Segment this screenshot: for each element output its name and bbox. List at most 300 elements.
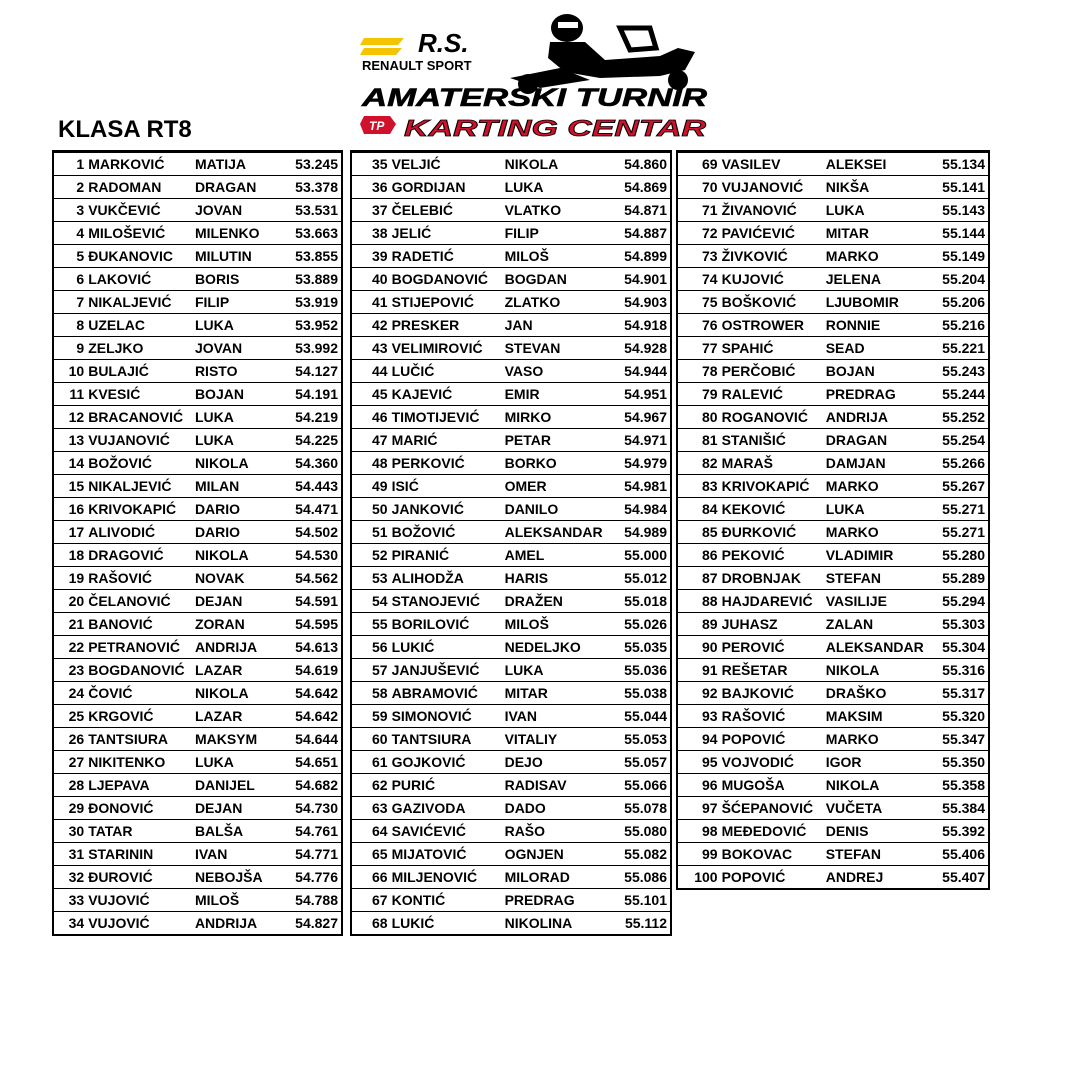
result-row xyxy=(678,636,988,659)
result-position: 75 xyxy=(678,291,722,314)
result-first-name: NEDELJKO xyxy=(505,636,608,659)
result-row xyxy=(352,820,670,843)
result-surname: VUJANOVIĆ xyxy=(722,176,826,199)
result-position: 19 xyxy=(54,567,88,590)
result-lap-time: 53.245 xyxy=(284,153,341,176)
result-surname: MILOŠEVIĆ xyxy=(88,222,195,245)
result-surname: KONTIĆ xyxy=(392,889,505,912)
result-position: 70 xyxy=(678,176,722,199)
result-surname: ALIHODŽA xyxy=(392,567,505,590)
result-row xyxy=(678,406,988,429)
result-first-name: DRAGAN xyxy=(195,176,284,199)
result-first-name: BOGDAN xyxy=(505,268,608,291)
result-surname: BULAJIĆ xyxy=(88,360,195,383)
result-surname: PAVIĆEVIĆ xyxy=(722,222,826,245)
result-position: 93 xyxy=(678,705,722,728)
result-lap-time: 53.855 xyxy=(284,245,341,268)
result-first-name: MILOŠ xyxy=(505,613,608,636)
result-first-name: LUKA xyxy=(195,314,284,337)
result-row xyxy=(678,544,988,567)
result-lap-time: 55.243 xyxy=(931,360,988,383)
result-surname: PERKOVIĆ xyxy=(392,452,505,475)
result-row xyxy=(352,222,670,245)
renault-sport-diamond-icon xyxy=(360,38,404,55)
result-surname: RALEVIĆ xyxy=(722,383,826,406)
result-position: 39 xyxy=(352,245,392,268)
result-surname: ROGANOVIĆ xyxy=(722,406,826,429)
result-surname: ŽIVKOVIĆ xyxy=(722,245,826,268)
result-position: 58 xyxy=(352,682,392,705)
result-lap-time: 55.101 xyxy=(608,889,670,912)
result-row xyxy=(678,682,988,705)
result-surname: MARIĆ xyxy=(392,429,505,452)
result-lap-time: 55.086 xyxy=(608,866,670,889)
result-row xyxy=(678,222,988,245)
result-position: 91 xyxy=(678,659,722,682)
result-lap-time: 54.788 xyxy=(284,889,341,912)
tournament-title: AMATERSKI TURNIR xyxy=(360,84,707,112)
result-lap-time: 55.221 xyxy=(931,337,988,360)
result-position: 54 xyxy=(352,590,392,613)
result-surname: PEKOVIĆ xyxy=(722,544,826,567)
result-lap-time: 55.044 xyxy=(608,705,670,728)
result-surname: ISIĆ xyxy=(392,475,505,498)
result-position: 95 xyxy=(678,751,722,774)
result-first-name: VASILIJE xyxy=(826,590,931,613)
result-lap-time: 54.127 xyxy=(284,360,341,383)
result-surname: VELJIĆ xyxy=(392,153,505,176)
result-surname: KRIVOKAPIĆ xyxy=(722,475,826,498)
result-position: 12 xyxy=(54,406,88,429)
result-position: 92 xyxy=(678,682,722,705)
result-lap-time: 54.642 xyxy=(284,705,341,728)
result-first-name: DRAŽEN xyxy=(505,590,608,613)
result-lap-time: 55.271 xyxy=(931,521,988,544)
result-lap-time: 55.149 xyxy=(931,245,988,268)
result-position: 38 xyxy=(352,222,392,245)
result-row xyxy=(352,199,670,222)
result-first-name: STEFAN xyxy=(826,843,931,866)
result-row xyxy=(54,429,341,452)
result-first-name: PETAR xyxy=(505,429,608,452)
result-surname: UZELAC xyxy=(88,314,195,337)
result-lap-time: 55.384 xyxy=(931,797,988,820)
tournament-logo xyxy=(360,8,710,142)
result-position: 48 xyxy=(352,452,392,475)
result-first-name: IVAN xyxy=(505,705,608,728)
result-surname: MILJENOVIĆ xyxy=(392,866,505,889)
result-position: 81 xyxy=(678,429,722,452)
result-position: 44 xyxy=(352,360,392,383)
result-lap-time: 54.651 xyxy=(284,751,341,774)
result-position: 78 xyxy=(678,360,722,383)
result-lap-time: 55.216 xyxy=(931,314,988,337)
result-position: 36 xyxy=(352,176,392,199)
result-row xyxy=(54,567,341,590)
result-position: 9 xyxy=(54,337,88,360)
result-position: 57 xyxy=(352,659,392,682)
result-position: 1 xyxy=(54,153,88,176)
result-lap-time: 54.360 xyxy=(284,452,341,475)
result-row xyxy=(54,912,341,935)
result-surname: ŽIVANOVIĆ xyxy=(722,199,826,222)
result-position: 28 xyxy=(54,774,88,797)
result-position: 13 xyxy=(54,429,88,452)
result-first-name: MARKO xyxy=(826,521,931,544)
result-first-name: LUKA xyxy=(826,498,931,521)
result-first-name: ZLATKO xyxy=(505,291,608,314)
result-first-name: STEVAN xyxy=(505,337,608,360)
result-row xyxy=(352,682,670,705)
result-surname: MUGOŠA xyxy=(722,774,826,797)
result-lap-time: 53.889 xyxy=(284,268,341,291)
result-surname: PEROVIĆ xyxy=(722,636,826,659)
result-position: 61 xyxy=(352,751,392,774)
result-surname: GOJKOVIĆ xyxy=(392,751,505,774)
result-first-name: LUKA xyxy=(505,659,608,682)
result-row xyxy=(352,613,670,636)
result-surname: NIKALJEVIĆ xyxy=(88,475,195,498)
result-row xyxy=(678,797,988,820)
result-first-name: NIKOLINA xyxy=(505,912,608,935)
result-surname: MARAŠ xyxy=(722,452,826,475)
result-row xyxy=(678,314,988,337)
result-surname: BOGDANOVIĆ xyxy=(88,659,195,682)
result-lap-time: 53.531 xyxy=(284,199,341,222)
result-lap-time: 55.254 xyxy=(931,429,988,452)
venue-title: KARTING CENTAR xyxy=(404,115,707,141)
result-row xyxy=(54,636,341,659)
result-surname: ĐONOVIĆ xyxy=(88,797,195,820)
result-surname: ŠĆEPANOVIĆ xyxy=(722,797,826,820)
result-first-name: NEBOJŠA xyxy=(195,866,284,889)
result-row xyxy=(352,268,670,291)
result-lap-time: 54.562 xyxy=(284,567,341,590)
result-row xyxy=(352,498,670,521)
result-row xyxy=(678,705,988,728)
result-first-name: LAZAR xyxy=(195,705,284,728)
result-row xyxy=(678,176,988,199)
result-position: 73 xyxy=(678,245,722,268)
result-surname: VUJANOVIĆ xyxy=(88,429,195,452)
result-position: 26 xyxy=(54,728,88,751)
karting-centar-badge-icon xyxy=(360,116,396,134)
result-surname: BORILOVIĆ xyxy=(392,613,505,636)
result-position: 60 xyxy=(352,728,392,751)
result-position: 15 xyxy=(54,475,88,498)
result-first-name: MAKSIM xyxy=(826,705,931,728)
result-first-name: DRAGAN xyxy=(826,429,931,452)
result-lap-time: 55.304 xyxy=(931,636,988,659)
result-row xyxy=(678,383,988,406)
result-surname: RAŠOVIĆ xyxy=(88,567,195,590)
result-lap-time: 54.869 xyxy=(608,176,670,199)
result-surname: KUJOVIĆ xyxy=(722,268,826,291)
result-row xyxy=(54,521,341,544)
result-surname: PURIĆ xyxy=(392,774,505,797)
result-row xyxy=(678,475,988,498)
result-row xyxy=(352,383,670,406)
result-surname: VUJOVIĆ xyxy=(88,912,195,935)
result-position: 77 xyxy=(678,337,722,360)
result-row xyxy=(352,245,670,268)
result-surname: BAJKOVIĆ xyxy=(722,682,826,705)
result-row xyxy=(54,797,341,820)
result-surname: ĐURKOVIĆ xyxy=(722,521,826,544)
result-first-name: EMIR xyxy=(505,383,608,406)
result-first-name: LUKA xyxy=(826,199,931,222)
result-surname: GAZIVODA xyxy=(392,797,505,820)
result-lap-time: 54.871 xyxy=(608,199,670,222)
result-lap-time: 55.141 xyxy=(931,176,988,199)
result-first-name: NIKOLA xyxy=(195,452,284,475)
result-position: 4 xyxy=(54,222,88,245)
result-position: 100 xyxy=(678,866,722,889)
result-position: 83 xyxy=(678,475,722,498)
result-lap-time: 55.035 xyxy=(608,636,670,659)
result-lap-time: 55.303 xyxy=(931,613,988,636)
result-first-name: HARIS xyxy=(505,567,608,590)
result-surname: POPOVIĆ xyxy=(722,728,826,751)
result-surname: JELIĆ xyxy=(392,222,505,245)
result-first-name: DARIO xyxy=(195,521,284,544)
result-row xyxy=(54,820,341,843)
result-surname: BOŽOVIĆ xyxy=(88,452,195,475)
result-lap-time: 54.771 xyxy=(284,843,341,866)
result-first-name: ANDRIJA xyxy=(195,912,284,935)
result-row xyxy=(678,567,988,590)
result-lap-time: 55.358 xyxy=(931,774,988,797)
result-surname: PIRANIĆ xyxy=(392,544,505,567)
result-lap-time: 54.191 xyxy=(284,383,341,406)
result-row xyxy=(54,452,341,475)
result-position: 65 xyxy=(352,843,392,866)
result-surname: TATAR xyxy=(88,820,195,843)
result-first-name: LUKA xyxy=(195,751,284,774)
result-position: 18 xyxy=(54,544,88,567)
result-surname: SPAHIĆ xyxy=(722,337,826,360)
result-first-name: MILENKO xyxy=(195,222,284,245)
result-position: 51 xyxy=(352,521,392,544)
result-lap-time: 55.320 xyxy=(931,705,988,728)
result-position: 50 xyxy=(352,498,392,521)
result-lap-time: 54.967 xyxy=(608,406,670,429)
result-position: 29 xyxy=(54,797,88,820)
result-lap-time: 54.225 xyxy=(284,429,341,452)
result-position: 84 xyxy=(678,498,722,521)
result-row xyxy=(352,475,670,498)
kart-driver-icon xyxy=(510,14,695,94)
result-position: 86 xyxy=(678,544,722,567)
result-lap-time: 55.082 xyxy=(608,843,670,866)
result-lap-time: 54.887 xyxy=(608,222,670,245)
result-surname: PETRANOVIĆ xyxy=(88,636,195,659)
result-row xyxy=(54,590,341,613)
result-surname: ČELANOVIĆ xyxy=(88,590,195,613)
result-first-name: MATIJA xyxy=(195,153,284,176)
result-row xyxy=(352,452,670,475)
result-first-name: NIKŠA xyxy=(826,176,931,199)
result-first-name: DEJAN xyxy=(195,590,284,613)
result-row xyxy=(678,659,988,682)
result-position: 97 xyxy=(678,797,722,820)
result-row xyxy=(352,314,670,337)
result-row xyxy=(678,843,988,866)
result-row xyxy=(352,797,670,820)
result-surname: NIKITENKO xyxy=(88,751,195,774)
result-position: 94 xyxy=(678,728,722,751)
result-first-name: OMER xyxy=(505,475,608,498)
result-lap-time: 55.407 xyxy=(931,866,988,889)
result-row xyxy=(54,406,341,429)
result-first-name: BOJAN xyxy=(826,360,931,383)
result-row xyxy=(54,544,341,567)
result-first-name: RISTO xyxy=(195,360,284,383)
result-row xyxy=(54,728,341,751)
result-lap-time: 54.979 xyxy=(608,452,670,475)
result-surname: LJEPAVA xyxy=(88,774,195,797)
result-lap-time: 54.981 xyxy=(608,475,670,498)
result-row xyxy=(54,268,341,291)
result-lap-time: 55.012 xyxy=(608,567,670,590)
result-first-name: DADO xyxy=(505,797,608,820)
result-surname: KRGOVIĆ xyxy=(88,705,195,728)
result-row xyxy=(678,590,988,613)
result-position: 6 xyxy=(54,268,88,291)
result-surname: PERČOBIĆ xyxy=(722,360,826,383)
result-first-name: VASO xyxy=(505,360,608,383)
result-surname: KAJEVIĆ xyxy=(392,383,505,406)
result-position: 79 xyxy=(678,383,722,406)
result-position: 87 xyxy=(678,567,722,590)
result-surname: ĐUKANOVIC xyxy=(88,245,195,268)
result-first-name: ZALAN xyxy=(826,613,931,636)
result-position: 10 xyxy=(54,360,88,383)
result-row xyxy=(352,406,670,429)
result-first-name: VITALIY xyxy=(505,728,608,751)
result-row xyxy=(54,682,341,705)
result-lap-time: 55.294 xyxy=(931,590,988,613)
result-lap-time: 55.036 xyxy=(608,659,670,682)
result-lap-time: 55.392 xyxy=(931,820,988,843)
result-first-name: MIRKO xyxy=(505,406,608,429)
result-first-name: SEAD xyxy=(826,337,931,360)
result-first-name: BOJAN xyxy=(195,383,284,406)
result-first-name: PREDRAG xyxy=(826,383,931,406)
result-lap-time: 54.951 xyxy=(608,383,670,406)
result-lap-time: 55.289 xyxy=(931,567,988,590)
result-position: 11 xyxy=(54,383,88,406)
result-surname: RADETIĆ xyxy=(392,245,505,268)
result-surname: BOŠKOVIĆ xyxy=(722,291,826,314)
result-first-name: ALEKSANDAR xyxy=(505,521,608,544)
result-row xyxy=(352,567,670,590)
result-lap-time: 54.944 xyxy=(608,360,670,383)
result-position: 59 xyxy=(352,705,392,728)
result-first-name: DRAŠKO xyxy=(826,682,931,705)
result-lap-time: 55.078 xyxy=(608,797,670,820)
results-column-2 xyxy=(350,150,672,936)
result-row xyxy=(352,176,670,199)
result-position: 64 xyxy=(352,820,392,843)
result-first-name: MITAR xyxy=(505,682,608,705)
result-lap-time: 55.266 xyxy=(931,452,988,475)
result-surname: MEĐEDOVIĆ xyxy=(722,820,826,843)
result-lap-time: 55.144 xyxy=(931,222,988,245)
result-surname: VUKČEVIĆ xyxy=(88,199,195,222)
result-row xyxy=(54,866,341,889)
result-lap-time: 54.443 xyxy=(284,475,341,498)
result-surname: HAJDAREVIĆ xyxy=(722,590,826,613)
result-position: 25 xyxy=(54,705,88,728)
result-first-name: MILUTIN xyxy=(195,245,284,268)
result-first-name: LUKA xyxy=(505,176,608,199)
result-row xyxy=(678,291,988,314)
result-surname: LAKOVIĆ xyxy=(88,268,195,291)
result-first-name: ANDRIJA xyxy=(195,636,284,659)
result-lap-time: 55.057 xyxy=(608,751,670,774)
result-first-name: MILAN xyxy=(195,475,284,498)
result-row xyxy=(678,613,988,636)
result-position: 33 xyxy=(54,889,88,912)
result-position: 76 xyxy=(678,314,722,337)
result-first-name: LJUBOMIR xyxy=(826,291,931,314)
result-lap-time: 53.663 xyxy=(284,222,341,245)
result-position: 3 xyxy=(54,199,88,222)
result-position: 72 xyxy=(678,222,722,245)
result-surname: JUHASZ xyxy=(722,613,826,636)
result-surname: STARININ xyxy=(88,843,195,866)
result-first-name: DEJO xyxy=(505,751,608,774)
result-position: 2 xyxy=(54,176,88,199)
result-row xyxy=(678,751,988,774)
result-lap-time: 54.591 xyxy=(284,590,341,613)
result-first-name: FILIP xyxy=(195,291,284,314)
class-title: KLASA RT8 xyxy=(58,116,192,143)
result-row xyxy=(54,659,341,682)
result-surname: LUČIĆ xyxy=(392,360,505,383)
result-first-name: BALŠA xyxy=(195,820,284,843)
result-row xyxy=(352,751,670,774)
result-surname: POPOVIĆ xyxy=(722,866,826,889)
result-row xyxy=(54,153,341,176)
result-first-name: ZORAN xyxy=(195,613,284,636)
svg-text:TP: TP xyxy=(369,119,385,133)
result-surname: BOGDANOVIĆ xyxy=(392,268,505,291)
result-row xyxy=(352,659,670,682)
result-first-name: DANIJEL xyxy=(195,774,284,797)
result-first-name: RONNIE xyxy=(826,314,931,337)
result-lap-time: 55.267 xyxy=(931,475,988,498)
result-first-name: NIKOLA xyxy=(505,153,608,176)
result-row xyxy=(54,245,341,268)
result-surname: KRIVOKAPIĆ xyxy=(88,498,195,521)
result-row xyxy=(352,360,670,383)
result-position: 52 xyxy=(352,544,392,567)
result-surname: RADOMAN xyxy=(88,176,195,199)
result-lap-time: 54.899 xyxy=(608,245,670,268)
result-lap-time: 53.952 xyxy=(284,314,341,337)
result-first-name: DEJAN xyxy=(195,797,284,820)
result-row xyxy=(678,153,988,176)
result-lap-time: 55.053 xyxy=(608,728,670,751)
result-lap-time: 54.989 xyxy=(608,521,670,544)
result-lap-time: 53.378 xyxy=(284,176,341,199)
result-row xyxy=(678,452,988,475)
result-position: 88 xyxy=(678,590,722,613)
result-surname: NIKALJEVIĆ xyxy=(88,291,195,314)
result-position: 32 xyxy=(54,866,88,889)
